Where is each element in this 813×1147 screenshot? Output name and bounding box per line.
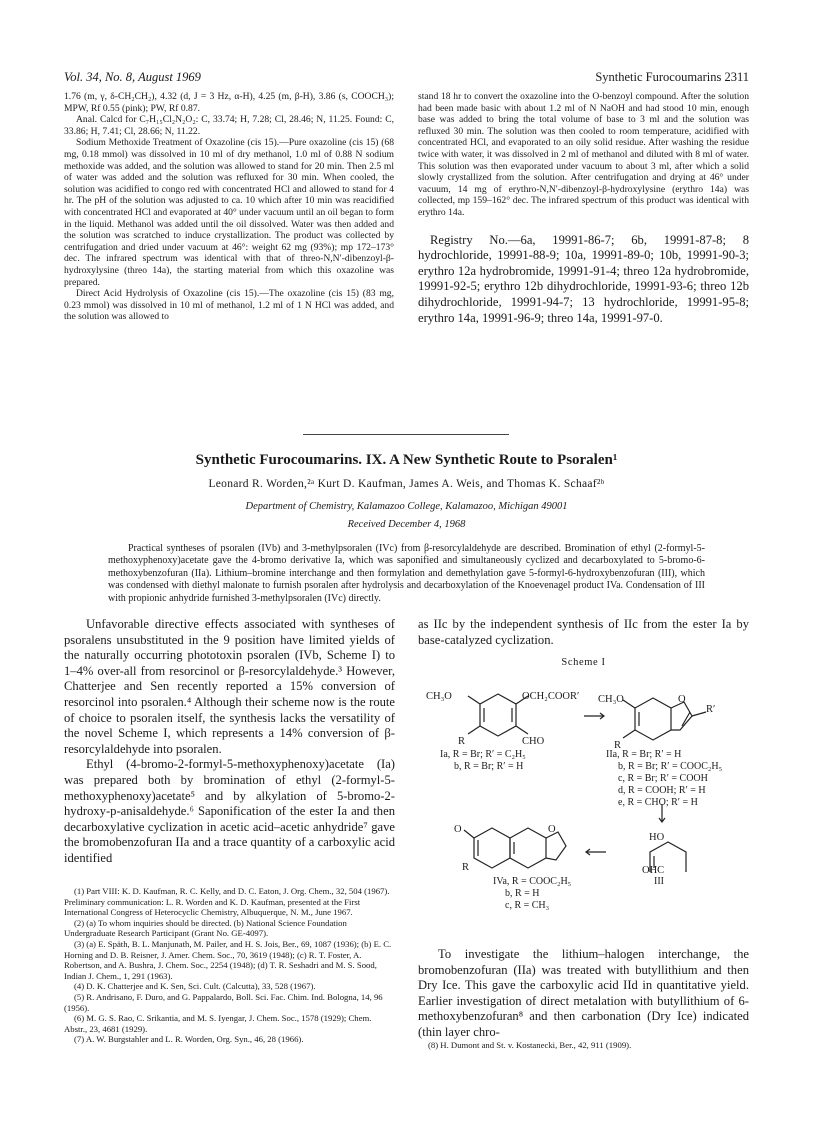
analysis: Anal. Calcd for C₇H₁₅Cl₂N₂O₂: C, 33.74; H, 7.28; Cl, 28.46; N, 11.25. Found: C, 33.86; H, 7.41; Cl, 28.66; N, 11.22. (64, 114, 394, 137)
label-iia: IIa, R = Br; R′ = H (606, 749, 682, 760)
footnote-2: (2) (a) To whom inquiries should be directed. (b) National Science Foundation Undergraduate Research Participant (Grant No. GE-4097). (64, 917, 347, 939)
synthesis-paragraph: Ethyl (4-bromo-2-formyl-5-methoxyphenoxy)acetate (Ia) was prepared both by bromination of ethyl (2-formyl-5-methoxyphenoxy)acetate⁵ and by alkylation of 5-bromo-2-hydroxy-p-anisaldehyde.⁶ Saponification of the ester Ia and then decarboxylative cyclization in acetic acid–acetic anhydride⁷ gave the bromobenzofuran IIa and a trace quantity of a carboxylic acid identified (64, 757, 395, 865)
intro-paragraph: Unfavorable directive effects associated with syntheses of psoralens unsubstituted in the 9 position have limited yields of the naturally occurring phototoxin psoralen (IVb, Scheme I) to 1–4% over-all from resorcinol or β-resorcylaldehyde.³ However, Chatterjee and Sen recently reported a 15% conversion of resorcinol into psoralen.⁴ Although their scheme now is the route of choice to psoralen itself, the synthesis lacks the versatility of the novel Scheme I, which represents a 14% conversion of β-resorcylaldehyde into psoralen. (64, 617, 395, 756)
struct-ii-rprime: R′ (706, 704, 716, 715)
struct-iv-o: O (454, 824, 462, 835)
top-left-column (64, 91, 394, 323)
footnote-5: (5) R. Andrisano, F. Duro, and G. Pappalardo, Boll. Sci. Fac. Chim. Ind. Bologna, 14, 96 (1956). (64, 991, 383, 1013)
label-iid: d, R = COOH; R′ = H (618, 785, 706, 796)
struct-iii-ohc: OHC (642, 865, 665, 876)
affiliation: Department of Chemistry, Kalamazoo College, Kalamazoo, Michigan 49001 (245, 501, 568, 512)
section-divider (303, 434, 509, 435)
abstract: Practical syntheses of psoralen (IVb) and 3-methylpsoralen (IVc) from β-resorcylaldehyde are described. Bromination of ethyl (2-formyl-5-methoxyphenoxy)acetate gave the 4-bromo derivative Ia, which was saponified and simultaneously cyclized and decarboxylated to 5-bromo-6-methoxybenzofuran (IIa). Lithium–bromine interchange and then formylation and demethylation gave 5-formyl-6-hydroxybenzofuran (III), which was condensed with diethyl malonate to furnish psoralen after hydrolysis and decarboxylation of the Knoevenagel product IVa. Condensation of III with propionic anhydride furnished 3-methylpsoralen (IVc) directly. (108, 543, 705, 604)
label-iic: c, R = Br; R′ = COOH (618, 773, 708, 784)
footnote-7: (7) A. W. Burgstahler and L. R. Worden, Org. Syn., 46, 28 (1966). (74, 1034, 304, 1045)
struct-ii-o: O (678, 694, 686, 705)
footnote-3: (3) (a) E. Späth, B. L. Manjunath, M. Pailer, and H. S. Jois, Ber., 69, 1087 (1936); (b) E. C. Horning and D. B. Reisner, J. Amer. Chem. Soc., 70, 3619 (1948); (c) R. T. Foster, A. Robertson, and A. Bushra, J. Chem. Soc., 2254 (1948); (d) T. R. Seshadri and M. S. Sood, Indian J. Chem., 1, 291 (1963). (64, 938, 392, 981)
footnote-6: (6) M. G. S. Rao, C. Srikantia, and M. S. Iyengar, J. Chem. Soc., 1578 (1929); Chem. Abstr., 23, 4681 (1929). (64, 1013, 372, 1034)
struct-i-och2coor: OCH₂COOR′ (522, 691, 580, 702)
scheme-i-labels (440, 749, 526, 773)
struct-iv-o-ring: O (548, 824, 556, 835)
body-left-column (64, 617, 395, 867)
hydrolysis-continued: stand 18 hr to convert the oxazoline into the O-benzoyl compound. After the solution had been made basic with about 1.2 ml of N NaOH and had stood 10 min, enough base was added to bring the total volume of base to 3 ml and the solution was refluxed 30 min. The solution was then cooled to room temperature, acidified with concentrated HCl, and evaporated to an oily solid residue. After washing the residue twice with water, it was dissolved in 2 ml of methanol and diluted with 8 ml of water. This solution was then evaporated under vacuum to about 3 ml, after which a solid slowly crystallized from the solution. After centrifugation and drying at 46° under vacuum, 14 mg of erythro-N,N′-dibenzoyl-β-hydroxylysine (erythro 14a) was collected, mp 159–162° dec. The infrared spectrum of this product was identical with erythro 14a. (418, 91, 749, 218)
label-ib: b, R = Br; R′ = H (454, 761, 524, 772)
article-title: Synthetic Furocoumarins. IX. A New Synthetic Route to Psoralen¹ (195, 452, 618, 468)
footnote-4: (4) D. K. Chatterjee and K. Sen, Sci. Cult. (Calcutta), 33, 528 (1967). (74, 981, 316, 992)
struct-i-ch3o: CH₃O (426, 691, 452, 702)
article-authors: Leonard R. Worden,²ᵃ Kurt D. Kaufman, James A. Weis, and Thomas K. Schaaf²ᵇ (208, 478, 605, 490)
label-ivc: c, R = CH₃ (505, 900, 550, 911)
struct-iii-ho: HO (649, 832, 665, 843)
received-date: Received December 4, 1968 (347, 519, 466, 530)
body-right-top: as IIc by the independent synthesis of IIc from the ester Ia by base-catalyzed cyclization. (418, 617, 749, 647)
acid-hydrolysis-procedure: Direct Acid Hydrolysis of Oxazoline (cis 15).—The oxazoline (cis 15) (83 mg, 0.23 mmol) was dissolved in 10 ml of methanol, 1.2 ml of 1 N HCl was added, and the solution was allowed to (64, 288, 394, 323)
scheme-ii-labels (606, 749, 722, 809)
running-header-left: Vol. 34, No. 8, August 1969 (64, 70, 201, 84)
struct-i-r: R (458, 736, 466, 747)
label-ia: Ia, R = Br; R′ = C₂H₅ (440, 749, 526, 760)
struct-i-cho: CHO (522, 736, 545, 747)
scheme-title: Scheme I (561, 657, 606, 668)
nmr-data: 1.76 (m, γ, δ-CH₂CH₂), 4.32 (d, J = 3 Hz, α-H), 4.25 (m, β-H), 3.86 (s, COOCH₃); MPW, Rf 0.55 (pink); PW, Rf 0.87. (64, 91, 394, 114)
footnote-1: (1) Part VIII: K. D. Kaufman, R. C. Kelly, and D. C. Eaton, J. Org. Chem., 32, 504 (1967). Preliminary communication: L. R. Worden and K. D. Kaufman, presented at the First International Congress of Heterocyclic Chemistry, Albuquerque, N. M., June 1967. (64, 886, 390, 918)
footnotes-left (64, 886, 395, 1045)
structure-i-ring (480, 694, 516, 736)
label-ivb: b, R = H (505, 888, 540, 899)
body-right-bottom: To investigate the lithium–halogen interchange, the bromobenzofuran (IIa) was treated with butyllithium and then Dry Ice. This gave the carboxylic acid IId in quantitative yield. Earlier investigation of direct metalation with butyllithium of 6-methoxybenzofuran⁸ and then carbonation (Dry Ice) indicated (thin layer chro- (418, 947, 749, 1039)
label-iii: III (654, 876, 664, 887)
label-iie: e, R = CHO; R′ = H (618, 797, 698, 808)
struct-ii-ch3o: CH₃O (598, 694, 624, 705)
top-right-column (418, 91, 749, 326)
structure-ii-ring (635, 698, 671, 740)
label-iib: b, R = Br; R′ = COOC₂H₅ (618, 761, 723, 772)
struct-ii-r: R (614, 740, 622, 751)
running-header-right: Synthetic Furocoumarins 2311 (595, 70, 749, 84)
methoxide-procedure: Sodium Methoxide Treatment of Oxazoline (cis 15).—Pure oxazoline (cis 15) (68 mg, 0.18 mmol) was dissolved in 10 ml of dry methanol, 1.0 ml of 0.88 N sodium methoxide was added, and the solution was allowed to stand for 20 min. Then 2.5 ml of water was added and the solution was refluxed for 30 min. When cooled, the solution was acidified to congo red with concentrated HCl and allowed to stand for 4 hr. The pH of the solution was adjusted to ca. 10 which after 10 min was reacidified with concentrated HCl and evaporated at 40° under vacuum until an oil began to form in the liquid. Methanol was added until the oil dissolved. Water was then added and the solution was scratched to induce crystallization. The product was collected by centrifugation and dried under vacuum at 46°: weight 62 mg (93%); mp 172–173° dec. The infrared spectrum was identical with that of threo-N,N′-dibenzoyl-β-hydroxylysine (threo 14a), the starting material from which this oxazoline was prepared. (64, 137, 394, 288)
registry-numbers: Registry No.—6a, 19991-86-7; 6b, 19991-87-8; 8 hydrochloride, 19991-88-9; 10a, 19991-89-0; 10b, 19991-90-3; erythro 12a hydrobromide, 19991-91-4; threo 12a hydrobromide, 19991-92-5; erythro 12b dihydrochloride, 19991-93-6; threo 12b dihydrochloride, 19991-94-7; 13 hydrochloride, 19991-95-8; erythro 14a, 19991-96-9; threo 14a, 19991-97-0. (418, 232, 749, 325)
scheme-iv-labels (493, 876, 571, 912)
struct-iv-r: R (462, 862, 470, 873)
footnote-8: (8) H. Dumont and St. v. Kostanecki, Ber., 42, 911 (1909). (428, 1040, 632, 1050)
label-iva: IVa, R = COOC₂H₅ (493, 876, 572, 887)
